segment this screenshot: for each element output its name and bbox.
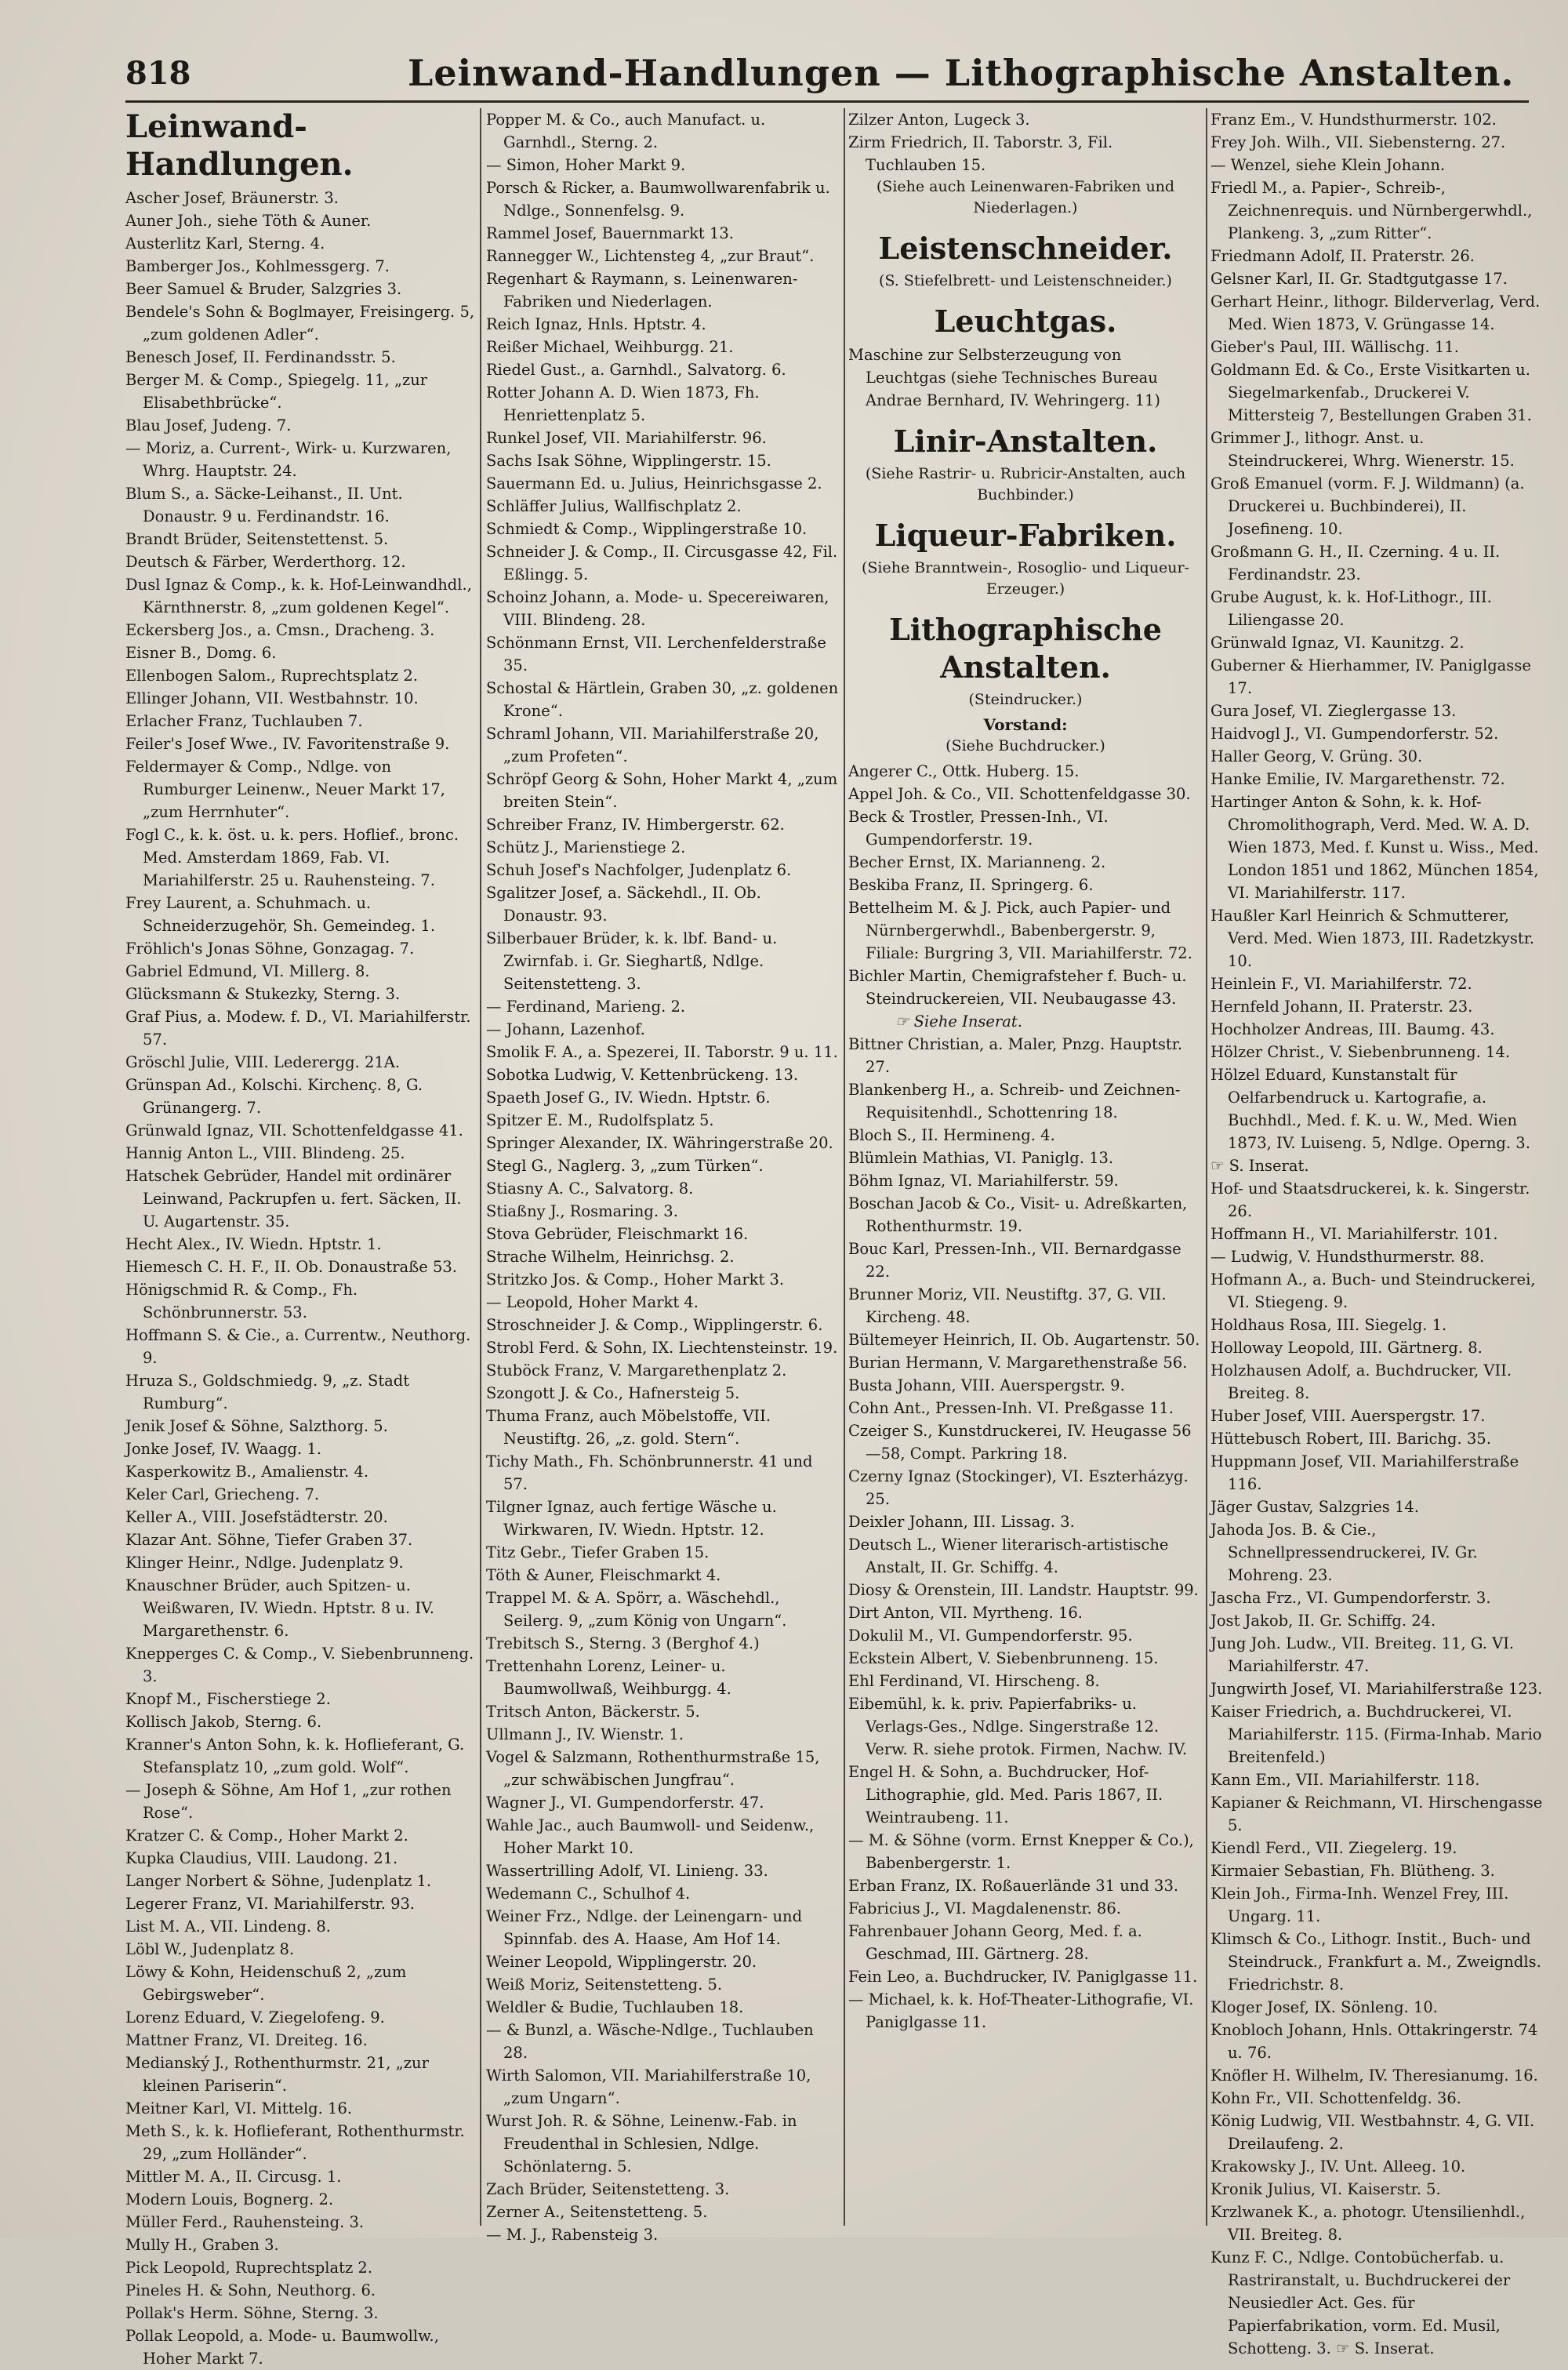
directory-entry: Strache Wilhelm, Heinrichsg. 2.	[486, 1248, 735, 1266]
directory-entry: Dirt Anton, VII. Myrtheng. 16.	[848, 1604, 1083, 1622]
directory-entry: Wagner J., VI. Gumpendorferstr. 47.	[486, 1794, 764, 1812]
directory-entry: Trettenhahn Lorenz, Leiner- u. Baumwollwaß, Weihburgg. 4.	[486, 1657, 731, 1698]
directory-entry: Lorenz Eduard, V. Ziegelofeng. 9.	[125, 2008, 385, 2026]
page-header	[0, 47, 1568, 102]
directory-entry: Weiß Moriz, Seitenstetteng. 5.	[486, 1976, 723, 1994]
directory-entry: Ellinger Johann, VII. Westbahnstr. 10.	[125, 689, 419, 707]
section-title-linir: Linir-Anstalten.	[893, 423, 1158, 459]
directory-entry: Grimmer J., lithogr. Anst. u. Steindruckerei, Whrg. Wienerstr. 15.	[1210, 429, 1515, 470]
directory-entry: Hanke Emilie, IV. Margarethenstr. 72.	[1210, 770, 1505, 788]
directory-entry: Blum S., a. Säcke-Leihanst., II. Unt. Donaustr. 9 u. Ferdinandstr. 16.	[125, 485, 403, 525]
directory-entry: Hoffmann S. & Cie., a. Currentw., Neuthorg. 9.	[125, 1326, 471, 1367]
entry-list	[848, 108, 1203, 176]
directory-entry: Großmann G. H., II. Czerning. 4 u. II. Ferdinandstr. 23.	[1210, 543, 1501, 583]
directory-entry: Wurst Joh. R. & Söhne, Leinenw.-Fab. in Freudenthal in Schlesien, Ndlge. Schönlaterng. 5.	[486, 2112, 797, 2176]
directory-entry: Klimsch & Co., Lithogr. Instit., Buch- und Steindruck., Frankfurt a. M., Zweigndls. Friedrichstr. 8.	[1210, 1930, 1541, 1994]
directory-entry: Sgalitzer Josef, a. Säckehdl., II. Ob. Donaustr. 93.	[486, 884, 761, 925]
directory-entry: Pineles H. & Sohn, Neuthorg. 6.	[125, 2281, 376, 2299]
directory-entry: Gelsner Karl, II. Gr. Stadtgutgasse 17.	[1210, 270, 1508, 288]
directory-entry: Kupka Claudius, VIII. Laudong. 21.	[125, 1849, 398, 1867]
directory-entry: Haidvogl J., VI. Gumpendorferstr. 52.	[1210, 725, 1499, 743]
directory-entry: Engel H. & Sohn, a. Buchdrucker, Hof-Lithographie, gld. Med. Paris 1867, II. Weintraubeng. 11.	[848, 1763, 1163, 1827]
directory-entry: Hannig Anton L., VIII. Blindeng. 25.	[125, 1144, 405, 1162]
directory-entry: Dusl Ignaz & Comp., k. k. Hof-Leinwandhdl., Kärnthnerstr. 8, „zum goldenen Kegel“.	[125, 576, 472, 616]
directory-entry: Spaeth Josef G., IV. Wiedn. Hptstr. 6.	[486, 1089, 771, 1107]
advertisement-notice: ☞ Siehe Inserat.	[895, 1012, 1022, 1031]
page-number: 818	[125, 55, 191, 92]
directory-entry: Groß Emanuel (vorm. F. J. Wildmann) (a. Druckerei u. Buchbinderei), II. Josefineng. 10.	[1210, 474, 1525, 538]
directory-entry: Bichler Martin, Chemigrafsteher f. Buch- u. Steindruckereien, VII. Neubaugasse 43.	[848, 967, 1187, 1008]
cross-reference-note: (S. Stiefelbrett- und Leistenschneider.)	[879, 272, 1172, 289]
directory-entry: Zirm Friedrich, II. Taborstr. 3, Fil. Tuchlauben 15.	[848, 133, 1113, 174]
directory-entry: Goldmann Ed. & Co., Erste Visitkarten u. Siegelmarkenfab., Druckerei V. Mittersteig 7, Bestellungen Graben 31.	[1210, 361, 1532, 424]
directory-entry: Grünwald Ignaz, VII. Schottenfeldgasse 41.	[125, 1121, 463, 1140]
cross-reference-note: (Siehe Branntwein-, Rosoglio- und Liqueur-Erzeuger.)	[862, 559, 1189, 598]
directory-entry: Auner Joh., siehe Töth & Auner.	[125, 212, 372, 230]
directory-entry: Mittler M. A., II. Circusg. 1.	[125, 2168, 342, 2186]
directory-entry: Knepperges C. & Comp., V. Siebenbrunneng. 3.	[125, 1645, 474, 1685]
directory-entry: Eibemühl, k. k. priv. Papierfabriks- u. Verlags-Ges., Ndlge. Singerstraße 12. Verw. R. siehe protok. Firmen, Nachw. IV.	[848, 1695, 1188, 1758]
directory-entry: Tritsch Anton, Bäckerstr. 5.	[486, 1703, 700, 1721]
directory-entry: Friedl M., a. Papier-, Schreib-, Zeichnenrequis. und Nürnbergerwhdl., Plankeng. 3, „zum Ritter“.	[1210, 179, 1533, 242]
directory-entry: Deutsch L., Wiener literarisch-artistische Anstalt, II. Gr. Schiffg. 4.	[848, 1536, 1169, 1576]
directory-entry: Bittner Christian, a. Maler, Pnzg. Hauptstr. 27.	[848, 1035, 1183, 1076]
directory-entry: — Simon, Hoher Markt 9.	[486, 156, 686, 174]
directory-entry: Hatschek Gebrüder, Handel mit ordinärer Leinwand, Packrupfen u. fert. Säcken, II. U. Augartenstr. 35.	[125, 1167, 462, 1230]
directory-entry: Dokulil M., VI. Gumpendorferstr. 95.	[848, 1627, 1133, 1645]
directory-entry: Boschan Jacob & Co., Visit- u. Adreßkarten, Rothenthurmstr. 19.	[848, 1194, 1188, 1235]
directory-entry: Frey Joh. Wilh., VII. Siebensterng. 27.	[1210, 133, 1506, 151]
directory-entry: Huppmann Josef, VII. Mariahilferstraße 116.	[1210, 1452, 1519, 1493]
directory-entry: Klein Joh., Firma-Inh. Wenzel Frey, III. Ungarg. 11.	[1210, 1885, 1509, 1925]
directory-entry: — & Bunzl, a. Wäsche-Ndlge., Tuchlauben 28.	[486, 2021, 814, 2062]
directory-entry: Schuh Josef's Nachfolger, Judenplatz 6.	[486, 861, 792, 879]
section-subtitle: (Steindrucker.)	[968, 691, 1083, 708]
directory-entry: Ullmann J., IV. Wienstr. 1.	[486, 1725, 684, 1743]
directory-entry: Hoffmann H., VI. Mariahilferstr. 101.	[1210, 1225, 1498, 1243]
directory-entry: Porsch & Ricker, a. Baumwollwarenfabrik u. Ndlge., Sonnenfelsg. 9.	[486, 179, 830, 220]
directory-entry: Gerhart Heinr., lithogr. Bilderverlag, Verd. Med. Wien 1873, V. Grüngasse 14.	[1210, 293, 1541, 333]
subsection-heading: Vorstand:	[983, 715, 1068, 734]
directory-entry: Schraml Johann, VII. Mariahilferstraße 20, „zum Profeten“.	[486, 725, 819, 765]
column-divider	[480, 108, 481, 2226]
directory-entry: Eisner B., Domg. 6.	[125, 644, 277, 662]
directory-entry: Zach Brüder, Seitenstetteng. 3.	[486, 2180, 730, 2198]
directory-entry: Hiemesch C. H. F., II. Ob. Donaustraße 53.	[125, 1258, 457, 1276]
directory-entry: Jungwirth Josef, VI. Mariahilferstraße 123.	[1210, 1680, 1543, 1698]
directory-entry: Jascha Frz., VI. Gumpendorferstr. 3.	[1210, 1589, 1491, 1607]
section-title-leuchtgas: Leuchtgas.	[934, 304, 1117, 339]
directory-entry: — Moriz, a. Current-, Wirk- u. Kurzwaren, Whrg. Hauptstr. 24.	[125, 439, 452, 480]
directory-entry: Kirmaier Sebastian, Fh. Blütheng. 3.	[1210, 1862, 1495, 1880]
directory-entry: Zilzer Anton, Lugeck 3.	[848, 111, 1030, 129]
cross-reference-note: (Siehe Buchdrucker.)	[946, 737, 1105, 754]
directory-entry: Kollisch Jakob, Sterng. 6.	[125, 1713, 322, 1731]
directory-entry: Kasperkowitz B., Amalienstr. 4.	[125, 1463, 369, 1481]
directory-entry: Medianský J., Rothenthurmstr. 21, „zur kleinen Pariserin“.	[125, 2054, 429, 2095]
directory-entry: List M. A., VII. Lindeng. 8.	[125, 1917, 331, 1936]
directory-entry: Stritzko Jos. & Comp., Hoher Markt 3.	[486, 1270, 785, 1289]
directory-entry: Zerner A., Seitenstetteng. 5.	[486, 2203, 708, 2221]
column-divider	[1206, 108, 1207, 2226]
directory-entry: Brandt Brüder, Seitenstettenst. 5.	[125, 530, 389, 548]
directory-entry: Kratzer C. & Comp., Hoher Markt 2.	[125, 1827, 408, 1845]
directory-entry: Hof- und Staatsdruckerei, k. k. Singerstr. 26.	[1210, 1180, 1530, 1220]
directory-entry: Stiaßny J., Rosmaring. 3.	[486, 1202, 678, 1220]
directory-entry: — M. J., Rabensteig 3.	[486, 2226, 659, 2244]
directory-entry: Riedel Gust., a. Garnhdl., Salvatorg. 6.	[486, 361, 786, 379]
directory-entry: Gura Josef, VI. Zieglergasse 13.	[1210, 702, 1457, 720]
directory-entry: Burian Hermann, V. Margarethenstraße 56.	[848, 1354, 1188, 1372]
directory-entry: Stroschneider J. & Comp., Wipplingerstr. 6.	[486, 1316, 823, 1334]
directory-entry: Jäger Gustav, Salzgries 14.	[1210, 1498, 1419, 1516]
directory-entry: Schostal & Härtlein, Graben 30, „z. goldenen Krone“.	[486, 679, 839, 720]
entry-list	[486, 108, 840, 2246]
directory-entry: Bültemeyer Heinrich, II. Ob. Augartenstr. 50.	[848, 1331, 1200, 1349]
directory-entry: Wedemann C., Schulhof 4.	[486, 1885, 691, 1903]
directory-entry: Sachs Isak Söhne, Wipplingerstr. 15.	[486, 452, 771, 470]
entry-list	[848, 344, 1203, 412]
directory-entry: Keller A., VIII. Josefstädterstr. 20.	[125, 1508, 388, 1526]
directory-entry: Kann Em., VII. Mariahilferstr. 118.	[1210, 1771, 1480, 1789]
directory-entry: Kunz F. C., Ndlge. Contobücherfab. u. Rastriranstalt, u. Buchdruckerei der Neusiedler Act. Ges. für Papierfabrikation, vorm. Ed. Musil, Schotteng. 3. ☞ S. Inserat.	[1210, 2248, 1511, 2357]
directory-entry: Guberner & Hierhammer, IV. Paniglgasse 17.	[1210, 656, 1531, 697]
directory-entry: Titz Gebr., Tiefer Graben 15.	[486, 1543, 710, 1561]
directory-entry: Haußler Karl Heinrich & Schmutterer, Verd. Med. Wien 1873, III. Radetzkystr. 10.	[1210, 907, 1535, 970]
directory-entry: Bamberger Jos., Kohlmessgerg. 7.	[125, 257, 390, 275]
directory-entry: Langer Norbert & Söhne, Judenplatz 1.	[125, 1872, 432, 1890]
directory-entry: Klinger Heinr., Ndlge. Judenplatz 9.	[125, 1554, 404, 1572]
directory-entry: Hüttebusch Robert, III. Barichg. 35.	[1210, 1430, 1491, 1448]
directory-entry: Beskiba Franz, II. Springerg. 6.	[848, 876, 1094, 894]
directory-entry: Graf Pius, a. Modew. f. D., VI. Mariahilferstr. 57.	[125, 1008, 471, 1049]
directory-entry: Krakowsky J., IV. Unt. Alleeg. 10.	[1210, 2157, 1466, 2176]
directory-entry: — Ludwig, V. Hundsthurmerstr. 88.	[1210, 1248, 1485, 1266]
directory-entry: Kaiser Friedrich, a. Buchdruckerei, VI. Mariahilferstr. 115. (Firma-Inhab. Mario Breitenfeld.)	[1210, 1703, 1542, 1766]
directory-entry: ☞ S. Inserat.	[1210, 1157, 1309, 1175]
directory-entry: Jost Jakob, II. Gr. Schiffg. 24.	[1210, 1612, 1436, 1630]
directory-entry: Ehl Ferdinand, VI. Hirscheng. 8.	[848, 1672, 1100, 1690]
directory-entry: Wirth Salomon, VII. Mariahilferstraße 10, „zum Ungarn“.	[486, 2066, 811, 2107]
directory-entry: Diosy & Orenstein, III. Landstr. Hauptstr. 99.	[848, 1581, 1199, 1599]
entry-list	[848, 1033, 1203, 2034]
directory-entry: Krzlwanek K., a. photogr. Utensilienhdl., VII. Breiteg. 8.	[1210, 2203, 1526, 2244]
directory-entry: Erlacher Franz, Tuchlauben 7.	[125, 712, 363, 730]
directory-entry: Knopf M., Fischerstiege 2.	[125, 1690, 331, 1708]
directory-entry: Weiner Frz., Ndlge. der Leinengarn- und Spinnfab. des A. Haase, Am Hof 14.	[486, 1907, 803, 1948]
directory-entry: Schröpf Georg & Sohn, Hoher Markt 4, „zum breiten Stein“.	[486, 770, 838, 811]
directory-entry: Austerlitz Karl, Sterng. 4.	[125, 234, 325, 253]
directory-entry: Fahrenbauer Johann Georg, Med. f. a. Geschmad, III. Gärtnerg. 28.	[848, 1922, 1142, 1963]
directory-entry: Hruza S., Goldschmiedg. 9, „z. Stadt Rumburg“.	[125, 1372, 410, 1412]
directory-entry: Hölzer Christ., V. Siebenbrunneng. 14.	[1210, 1043, 1511, 1061]
directory-entry: Pollak Leopold, a. Mode- u. Baumwollw., Hoher Markt 7.	[125, 2327, 439, 2368]
directory-entry: Stuböck Franz, V. Margarethenplatz 2.	[486, 1361, 787, 1379]
running-title: Leinwand-Handlungen — Lithographische Anstalten.	[408, 52, 1515, 94]
section-title-anstalten: Anstalten.	[940, 649, 1111, 685]
directory-entry: Kronik Julius, VI. Kaiserstr. 5.	[1210, 2180, 1441, 2198]
cross-reference-note: (Siehe auch Leinenwaren-Fabriken und Niederlagen.)	[876, 178, 1175, 216]
directory-entry: — Wenzel, siehe Klein Johann.	[1210, 156, 1446, 174]
directory-entry: Mully H., Graben 3.	[125, 2236, 279, 2254]
directory-entry: Knobloch Johann, Hnls. Ottakringerstr. 74 u. 76.	[1210, 2021, 1538, 2062]
directory-entry: Jenik Josef & Söhne, Salzthorg. 5.	[125, 1417, 388, 1435]
directory-entry: Weldler & Budie, Tuchlauben 18.	[486, 1998, 744, 2016]
directory-entry: Bettelheim M. & J. Pick, auch Papier- und Nürnbergerwhdl., Babenbergerstr. 9, Filiale: Burgring 3, VII. Mariahilferstr. 72.	[848, 899, 1192, 962]
directory-entry: Holdhaus Rosa, III. Siegelg. 1.	[1210, 1316, 1447, 1334]
directory-entry: Rammel Josef, Bauernmarkt 13.	[486, 224, 734, 242]
directory-entry: Friedmann Adolf, II. Praterstr. 26.	[1210, 247, 1475, 265]
directory-entry: Wassertrilling Adolf, VI. Linieng. 33.	[486, 1862, 768, 1880]
directory-entry: Deixler Johann, III. Lissag. 3.	[848, 1513, 1075, 1531]
directory-entry: Blankenberg H., a. Schreib- und Zeichnen-Requisitenhdl., Schottenring 18.	[848, 1081, 1181, 1121]
directory-entry: Czeiger S., Kunstdruckerei, IV. Heugasse 56—58, Compt. Parkring 18.	[848, 1422, 1192, 1463]
directory-entry: — M. & Söhne (vorm. Ernst Knepper & Co.), Babenbergerstr. 1.	[848, 1831, 1194, 1872]
directory-entry: Rannegger W., Lichtensteg 4, „zur Braut“.	[486, 247, 815, 265]
directory-entry: Bloch S., II. Hermineng. 4.	[848, 1126, 1055, 1144]
directory-entry: Czerny Ignaz (Stockinger), VI. Eszterházyg. 25.	[848, 1467, 1189, 1508]
directory-entry: Modern Louis, Bognerg. 2.	[125, 2190, 334, 2208]
directory-entry: Sobotka Ludwig, V. Kettenbrückeng. 13.	[486, 1066, 799, 1084]
directory-entry: Bendele's Sohn & Boglmayer, Freisingerg. 5, „zum goldenen Adler“.	[125, 303, 475, 344]
directory-entry: Huber Josef, VIII. Auerspergstr. 17.	[1210, 1407, 1486, 1425]
directory-entry: Smolik F. A., a. Spezerei, II. Taborstr. 9 u. 11.	[486, 1043, 838, 1061]
column-3	[848, 108, 1203, 2226]
directory-entry: Trappel M. & A. Spörr, a. Wäschehdl., Seilerg. 9, „zum König von Ungarn“.	[486, 1589, 787, 1630]
directory-entry: Böhm Ignaz, VI. Mariahilferstr. 59.	[848, 1172, 1119, 1190]
directory-entry: Fogl C., k. k. öst. u. k. pers. Hoflief., bronc. Med. Amsterdam 1869, Fab. VI. Mariahilferstr. 25 u. Rauhensteing. 7.	[125, 826, 459, 889]
directory-entry: Hernfeld Johann, II. Praterstr. 23.	[1210, 998, 1473, 1016]
directory-entry: Mattner Franz, VI. Dreiteg. 16.	[125, 2031, 368, 2049]
directory-entry: Blümlein Mathias, VI. Paniglg. 13.	[848, 1149, 1114, 1167]
directory-entry: Ellenbogen Salom., Ruprechtsplatz 2.	[125, 667, 419, 685]
directory-entry: Kloger Josef, IX. Sönleng. 10.	[1210, 1998, 1438, 2016]
directory-entry: Pick Leopold, Ruprechtsplatz 2.	[125, 2259, 373, 2277]
directory-entry: Maschine zur Selbsterzeugung von Leuchtgas (siehe Technisches Bureau Andrae Bernhard, IV. Wehringerg. 11)	[848, 346, 1161, 409]
directory-entry: Regenhart & Raymann, s. Leinenwaren-Fabriken und Niederlagen.	[486, 270, 798, 311]
entry-list	[125, 187, 477, 2370]
directory-entry: Töth & Auner, Fleischmarkt 4.	[486, 1566, 721, 1584]
directory-entry: — Joseph & Söhne, Am Hof 1, „zur rothen Rose“.	[125, 1781, 452, 1822]
directory-entry: Holzhausen Adolf, a. Buchdrucker, VII. Breiteg. 8.	[1210, 1361, 1512, 1402]
directory-entry: Glücksmann & Stukezky, Sterng. 3.	[125, 985, 401, 1003]
directory-entry: Gröschl Julie, VIII. Lederergg. 21A.	[125, 1053, 401, 1071]
directory-entry: Hofmann A., a. Buch- und Steindruckerei, VI. Stiegeng. 9.	[1210, 1270, 1536, 1311]
directory-entry: Trebitsch S., Sterng. 3 (Berghof 4.)	[486, 1634, 760, 1652]
directory-entry: Grube August, k. k. Hof-Lithogr., III. Liliengasse 20.	[1210, 588, 1492, 629]
directory-entry: Springer Alexander, IX. Währingerstraße 20.	[486, 1134, 833, 1152]
directory-entry: Eckersberg Jos., a. Cmsn., Dracheng. 3.	[125, 621, 435, 639]
directory-entry: Meth S., k. k. Hoflieferant, Rothenthurmstr. 29, „zum Holländer“.	[125, 2122, 465, 2163]
directory-entry: Appel Joh. & Co., VII. Schottenfeldgasse 30.	[848, 785, 1191, 803]
directory-entry: Weiner Leopold, Wipplingerstr. 20.	[486, 1953, 757, 1971]
directory-entry: Jahoda Jos. B. & Cie., Schnellpressendruckerei, IV. Gr. Mohreng. 23.	[1210, 1521, 1478, 1584]
directory-entry: Knöfler H. Wilhelm, IV. Theresianumg. 16.	[1210, 2066, 1538, 2085]
directory-entry: Erban Franz, IX. Roßauerlände 31 und 33.	[848, 1877, 1179, 1895]
section-title-leistenschneider: Leistenschneider.	[878, 231, 1173, 266]
directory-entry: Blau Josef, Judeng. 7.	[125, 416, 292, 434]
directory-entry: Holloway Leopold, III. Gärtnerg. 8.	[1210, 1339, 1483, 1357]
column-1	[125, 108, 477, 2368]
directory-entry: Stiasny A. C., Salvatorg. 8.	[486, 1180, 694, 1198]
directory-entry: Deutsch & Färber, Werderthorg. 12.	[125, 553, 406, 571]
directory-entry: Silberbauer Brüder, k. k. lbf. Band- u. Zwirnfab. i. Gr. Sieghartß, Ndlge. Seitenstetteng. 3.	[486, 929, 778, 993]
directory-entry: Tilgner Ignaz, auch fertige Wäsche u. Wirkwaren, IV. Wiedn. Hptstr. 12.	[486, 1498, 777, 1539]
directory-entry: König Ludwig, VII. Westbahnstr. 4, G. VII. Dreilaufeng. 2.	[1210, 2112, 1535, 2153]
directory-entry: Löbl W., Judenplatz 8.	[125, 1940, 295, 1958]
directory-entry: Pollak's Herm. Söhne, Sterng. 3.	[125, 2304, 379, 2322]
directory-entry: Gabriel Edmund, VI. Millerg. 8.	[125, 962, 370, 980]
section-title-lithographische: Lithographische	[889, 612, 1162, 647]
directory-entry: Beck & Trostler, Pressen-Inh., VI. Gumpendorferstr. 19.	[848, 808, 1109, 849]
directory-entry: Busta Johann, VIII. Auerspergstr. 9.	[848, 1376, 1125, 1394]
directory-entry: Jung Joh. Ludw., VII. Breiteg. 11, G. VI. Mariahilferstr. 47.	[1210, 1634, 1515, 1675]
directory-entry: — Michael, k. k. Hof-Theater-Lithografie, VI. Paniglgasse 11.	[848, 1990, 1194, 2031]
section-title-liqueur: Liqueur-Fabriken.	[874, 518, 1177, 553]
directory-entry: Stegl G., Naglerg. 3, „zum Türken“.	[486, 1157, 764, 1175]
directory-entry: Legerer Franz, VI. Mariahilferstr. 93.	[125, 1895, 416, 1913]
directory-entry: Kiendl Ferd., VII. Ziegelerg. 19.	[1210, 1839, 1457, 1857]
directory-entry: Grünwald Ignaz, VI. Kaunitzg. 2.	[1210, 634, 1465, 652]
directory-entry: Kranner's Anton Sohn, k. k. Hoflieferant, G. Stefansplatz 10, „zum gold. Wolf“.	[125, 1736, 465, 1776]
directory-entry: Schönmann Ernst, VII. Lerchenfelderstraße 35.	[486, 634, 826, 674]
directory-entry: Benesch Josef, II. Ferdinandsstr. 5.	[125, 348, 396, 366]
directory-entry: — Leopold, Hoher Markt 4.	[486, 1293, 699, 1311]
directory-entry: Stova Gebrüder, Fleischmarkt 16.	[486, 1225, 749, 1243]
directory-entry: Becher Ernst, IX. Marianneng. 2.	[848, 853, 1106, 871]
directory-entry: Cohn Ant., Pressen-Inh. VI. Preßgasse 11.	[848, 1399, 1174, 1417]
directory-entry: Hölzel Eduard, Kunstanstalt für Oelfarbendruck u. Kartografie, a. Buchhdl., Med. f. K. u. W., Med. Wien 1873, IV. Luiseng. 5, Ndlge. Operng. 3.	[1210, 1066, 1530, 1152]
directory-entry: Schläffer Julius, Wallfischplatz 2.	[486, 497, 742, 515]
directory-entry: Fein Leo, a. Buchdrucker, IV. Paniglgasse 11.	[848, 1968, 1198, 1986]
directory-entry: Fabricius J., VI. Magdalenenstr. 86.	[848, 1899, 1121, 1917]
directory-entry: Keler Carl, Griecheng. 7.	[125, 1485, 320, 1503]
directory-entry: Feiler's Josef Wwe., IV. Favoritenstraße 9.	[125, 735, 450, 753]
entry-list	[848, 760, 1203, 1010]
directory-entry: Müller Ferd., Rauhensteing. 3.	[125, 2213, 365, 2231]
directory-entry: Beer Samuel & Bruder, Salzgries 3.	[125, 280, 402, 298]
directory-entry: Szongott J. & Co., Hafnersteig 5.	[486, 1384, 740, 1402]
directory-entry: Hartinger Anton & Sohn, k. k. Hof-Chromolithograph, Verd. Med. W. A. D. Wien 1873, Med. f. Kunst u. Wiss., Med. London 1851 und 1862, München 1854, VI. Mariahilferstr. 117.	[1210, 793, 1539, 902]
directory-entry: Hecht Alex., IV. Wiedn. Hptstr. 1.	[125, 1235, 382, 1253]
directory-entry: Feldermayer & Comp., Ndlge. von Rumburger Leinenw., Neuer Markt 17, „zum Herrnhuter“.	[125, 758, 445, 821]
directory-entry: Vogel & Salzmann, Rothenthurmstraße 15, „zur schwäbischen Jungfrau“.	[486, 1748, 820, 1789]
directory-entry: Hochholzer Andreas, III. Baumg. 43.	[1210, 1020, 1495, 1038]
directory-entry: Hönigschmid R. & Comp., Fh. Schönbrunnerstr. 53.	[125, 1281, 358, 1321]
directory-entry: Jonke Josef, IV. Waagg. 1.	[125, 1440, 322, 1458]
directory-entry: Schmiedt & Comp., Wipplingerstraße 10.	[486, 520, 808, 538]
directory-entry: Strobl Ferd. & Sohn, IX. Liechtensteinstr. 19.	[486, 1339, 838, 1357]
directory-entry: Ascher Josef, Bräunerstr. 3.	[125, 189, 339, 207]
directory-entry: Spitzer E. M., Rudolfsplatz 5.	[486, 1111, 714, 1129]
directory-entry: Klazar Ant. Söhne, Tiefer Graben 37.	[125, 1531, 413, 1549]
directory-entry: Knauschner Brüder, auch Spitzen- u. Weißwaren, IV. Wiedn. Hptstr. 8 u. IV. Margarethenstr. 6.	[125, 1576, 434, 1640]
directory-entry: Schoinz Johann, a. Mode- u. Specereiwaren, VIII. Blindeng. 28.	[486, 588, 829, 629]
directory-entry: Heinlein F., VI. Mariahilferstr. 72.	[1210, 975, 1472, 993]
directory-entry: Popper M. & Co., auch Manufact. u. Garnhdl., Sterng. 2.	[486, 111, 766, 151]
directory-entry: Haller Georg, V. Grüng. 30.	[1210, 747, 1423, 765]
directory-entry: Löwy & Kohn, Heidenschuß 2, „zum Gebirgsweber“.	[125, 1963, 407, 2004]
directory-entry: Fröhlich's Jonas Söhne, Gonzagag. 7.	[125, 940, 415, 958]
directory-entry: Eckstein Albert, V. Siebenbrunneng. 15.	[848, 1649, 1159, 1667]
directory-entry: Thuma Franz, auch Möbelstoffe, VII. Neustiftg. 26, „z. gold. Stern“.	[486, 1407, 771, 1448]
directory-entry: Kapianer & Reichmann, VI. Hirschengasse 5.	[1210, 1794, 1543, 1834]
directory-entry: Angerer C., Ottk. Huberg. 15.	[848, 762, 1080, 780]
directory-entry: Meitner Karl, VI. Mittelg. 16.	[125, 2099, 353, 2117]
directory-entry: — Ferdinand, Marieng. 2.	[486, 998, 686, 1016]
directory-entry: Sauermann Ed. u. Julius, Heinrichsgasse 2.	[486, 474, 822, 493]
section-title-leinwand: Leinwand-Handlungen.	[125, 108, 354, 183]
directory-entry: Gieber's Paul, III. Wällischg. 11.	[1210, 338, 1459, 356]
entry-list	[1210, 108, 1548, 2360]
directory-entry: Grünspan Ad., Kolschi. Kirchenç. 8, G. Grünangerg. 7.	[125, 1076, 423, 1117]
cross-reference-note: (Siehe Rastrir- u. Rubricir-Anstalten, auch Buchbinder.)	[865, 465, 1186, 503]
directory-entry: Berger M. & Comp., Spiegelg. 11, „zur Elisabethbrücke“.	[125, 371, 428, 412]
directory-entry: Schütz J., Marienstiege 2.	[486, 838, 686, 856]
directory-entry: Kohn Fr., VII. Schottenfeldg. 36.	[1210, 2089, 1462, 2107]
column-4	[1210, 108, 1548, 2357]
directory-entry: Tichy Math., Fh. Schönbrunnerstr. 41 und 57.	[486, 1452, 813, 1493]
directory-entry: Bouc Karl, Pressen-Inh., VII. Bernardgasse 22.	[848, 1240, 1181, 1281]
directory-entry: Runkel Josef, VII. Mariahilferstr. 96.	[486, 429, 767, 447]
directory-entry: Reißer Michael, Weihburgg. 21.	[486, 338, 734, 356]
directory-entry: Frey Laurent, a. Schuhmach. u. Schneiderzugehör, Sh. Gemeindeg. 1.	[125, 894, 436, 935]
directory-entry: — Johann, Lazenhof.	[486, 1020, 645, 1038]
directory-entry: Schneider J. & Comp., II. Circusgasse 42, Fil. Eßlingg. 5.	[486, 543, 838, 583]
directory-entry: Wahle Jac., auch Baumwoll- und Seidenw., Hoher Markt 10.	[486, 1816, 815, 1857]
column-2	[486, 108, 840, 2244]
column-divider	[844, 108, 845, 2226]
directory-entry: Brunner Moriz, VII. Neustiftg. 37, G. VII. Kircheng. 48.	[848, 1285, 1167, 1326]
directory-entry: Rotter Johann A. D. Wien 1873, Fh. Henriettenplatz 5.	[486, 383, 760, 424]
directory-entry: Franz Em., V. Hundsthurmerstr. 102.	[1210, 111, 1497, 129]
header-rule	[125, 100, 1529, 103]
directory-entry: Schreiber Franz, IV. Himbergerstr. 62.	[486, 816, 785, 834]
directory-entry: Reich Ignaz, Hnls. Hptstr. 4.	[486, 315, 706, 333]
